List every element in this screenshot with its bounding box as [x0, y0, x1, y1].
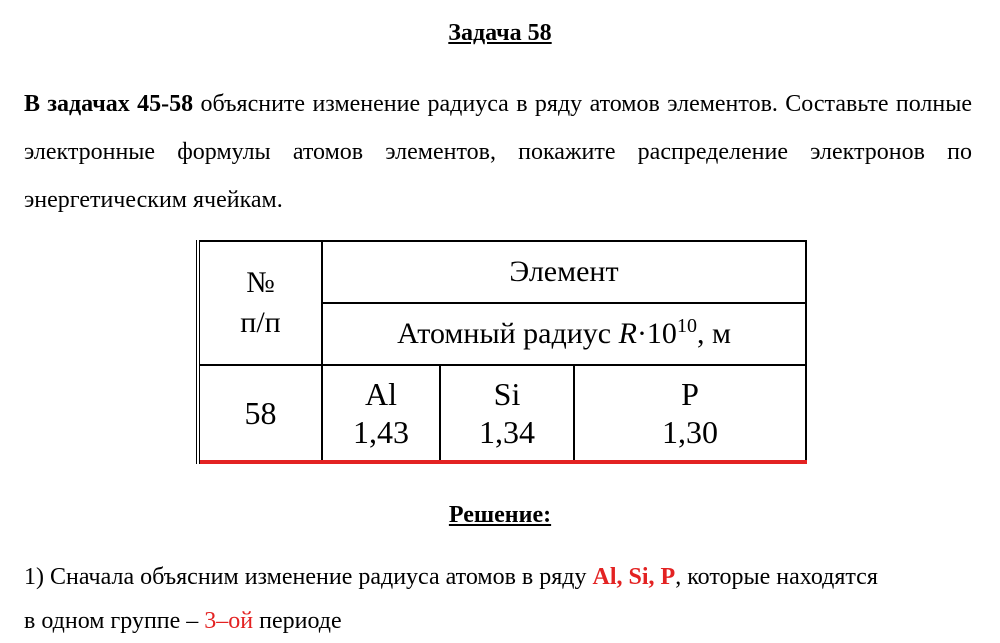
element-symbol: Si	[493, 376, 521, 412]
element-cell-p	[574, 365, 806, 462]
number-abbr: п/п	[240, 306, 281, 339]
task-title: Задача 58	[448, 20, 552, 46]
element-radius: 1,34	[479, 414, 535, 450]
element-radius: 1,43	[353, 414, 409, 450]
solution-step-1: 1) Сначала объясним изменение радиуса атомов в ряду Al, Si, P, которые находятся в одном группе – 3–ой периоде	[24, 564, 878, 634]
radius-header: Атомный радиус $R\cdot 10^{10}$, м	[322, 303, 806, 365]
task-range-label: В задачах 45-58	[24, 91, 194, 117]
period-highlight: 3–ой	[204, 608, 254, 634]
task-text: объясните изменение радиуса в ряду атомов элементов. Составьте полные электронные формулы атомов элементов, покажите распределение электронов по энергетическим ячейкам.	[24, 91, 973, 213]
element-symbol: P	[681, 376, 699, 412]
task-description	[24, 80, 972, 224]
element-header: Элемент	[322, 241, 806, 303]
task-table	[196, 240, 807, 464]
radius-exponent: 10	[676, 315, 697, 337]
solution-title: Решение:	[448, 502, 552, 528]
element-radius: 1,30	[662, 414, 719, 450]
number-header	[198, 241, 322, 365]
row-number: 58	[198, 365, 322, 462]
number-sign: №	[246, 266, 275, 299]
element-cell-al	[322, 365, 440, 462]
element-cell-si	[440, 365, 574, 462]
radius-variable: R	[618, 317, 637, 350]
element-series-highlight: Al, Si, P	[592, 564, 676, 590]
element-symbol: Al	[365, 376, 397, 412]
